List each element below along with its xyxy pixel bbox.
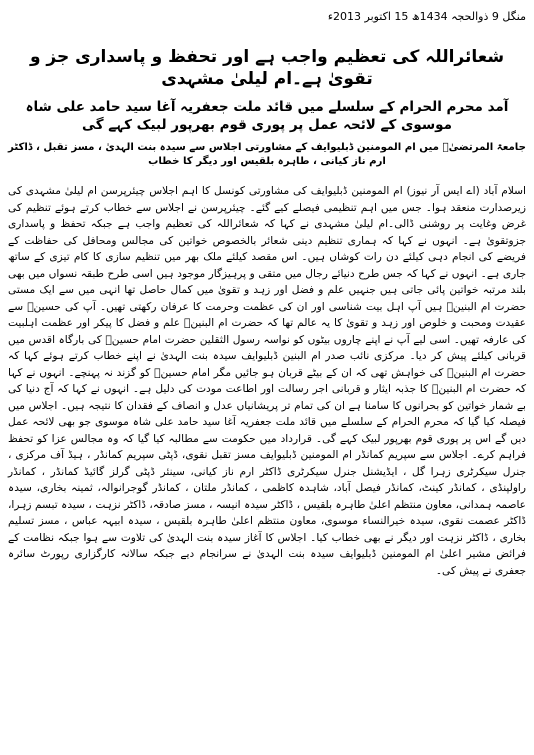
strapline: جامعۃ المرتضیٰؑ میں ام المومنین ڈبلیوایف کے مشاورتی اجلاس سے سیدہ بنت الہدیٰ ، مسز تقبل ، ڈاکٹر ارم ناز کیانی ، طاہرہ بلقیس اور دیگر کا خطاب [8,142,526,167]
date-text: منگل 9 ذوالحجہ 1434ھ 15 اکتوبر 2013ء [327,10,526,23]
article-paragraph: اسلام آباد (اے ایس آر نیوز) ام المومنین ڈبلیوایف کی مشاورتی کونسل کا اہم اجلاس چیئرپرسن ام لیلیٰ مشہدی کی زیرصدارت منعقد ہوا۔ جس میں اہم تنظیمی فیصلے کیے گئے۔ چیئرپرسن نے اجلاس سے خطاب کرتے ہوئے تنظیم کی غرض وغایت پر روشنی ڈالی۔ام لیلیٰ مشہدی نے کہا کہ شعائراللہ کی تعظیم واجب ہے جبکہ تحفظ و پاسداری جزوتقویٰ ہے۔ انہوں نے کہا کہ ہماری تنظیم دینی شعائر بالخصوص خواتین کی مجالس ومحافل کی حفاظت کے فریضے کی انجام دہی کیلئے دن رات کوشاں ہیں۔ اس مقصد کیلئے ملک بھر میں تنظیم سازی کا کام تیزی کے ساتھ جاری ہے۔ انہوں نے کہا کہ جس طرح دنیائے رجال میں متقی و پرہیزگار موجود ہیں اسی طرح طبقہ نسواں میں بھی بلند مرتبہ خواتین پائی جاتی ہیں جنہیں علم و فضل اور زہد و تقویٰ میں کمال حاصل تھا انہی میں سے ایک مستی حضرت ام البنینؑ ہیں آپ اہل بیت شناسی اور ان کی عظمت وحرمت کا عرفان رکھتی تھیں۔ آپ کی حسینؑ سے عقیدت ومحبت و خلوص اور زہد و تقویٰ کا یہ عالم تھا کہ حضرت ام البنینؑ علم و فضل کا پیکر اور عظمت اہلبیت کی عارفہ تھیں۔ اسی لیے آپ نے اپنے چاروں بیٹوں کو نواسہ رسول الثقلین حضرت امام حسینؑ کی بارگاہ اقدس میں قربانی کیلئے پیش کر دیا۔ مرکزی نائب صدر ام البنین ڈبلیوایف سیدہ بنت الہدیٰ نے اپنے خطاب کرتے ہوئے کہا کہ حضرت ام البنینؑ کی خواہش تھی کہ ان کے بیٹے قربان ہو جائیں مگر امام حسینؑ کو گزند نہ پہنچے۔ انہوں نے کہا کہ حضرت ام البنینؑ کا جذبہ ایثار و قربانی اجر رسالت اور اطاعت مودت کی دلیل ہے۔ انہوں نے کہا کہ آج دنیا کی بے شمار خواتین کو بحرانوں کا سامنا ہے ان کی تمام تر پریشانیاں عدل و انصاف کے فقدان کا نتیجہ ہیں۔ اجلاس میں فیصلہ کیا گیا کہ محرم الحرام کے سلسلے میں قائد ملت جعفریہ آغا سید حامد علی شاہ موسوی جو بھی لائحہ عمل دیں گے اس پر پوری قوم بھرپور لبیک کہے گی۔ قرارداد میں حکومت سے مطالبہ کیا گیا کہ وہ مجالس عزا کو تحفظ فراہم کرے۔ اجلاس سے سپریم کمانڈر ام المومنین ڈبلیوایف مسز تقبل نقوی، ڈپٹی سپریم کمانڈر ، ہیڈ آف مرکزی ، جنرل سیکرٹری زہرا گل ، ایڈیشنل جنرل سیکرٹری ڈاکٹر ارم ناز کیانی، سینئر ڈپٹی گرلز گائیڈ کمانڈر ، کمانڈر راولپنڈی ، کمانڈر کینٹ، کمانڈر فیصل آباد، شاہدہ کاظمی ، کمانڈر ملتان ، کمانڈر گوجرانوالہ، ثمینہ بخاری، سیدہ عاصمہ ہمدانی، معاون منتظم اعلیٰ طاہرہ بلقیس ، ڈاکٹر سیدہ انیسہ ، مسز صادقہ، ڈاکٹر نزہت ، سیدہ تبسم زہرا، ڈاکٹر عصمت نقوی، سیدہ خیرالنساء موسوی، معاون منتظم اعلیٰ طاہرہ بلقیس ، سیدہ ابیہہ عباس ، مسز تسلیم بخاری ، ڈاکٹر نزہت اور دیگر نے بھی خطاب کیا۔ اجلاس کا آغاز سیدہ بنت الہدیٰ کی تلاوت سے ہوا جبکہ نظامت کے فرائض مشیر اعلیٰ ام المومنین ڈبلیوایف سیدہ بنت الہدیٰ نے سرانجام دیے جبکہ سالانہ کارگزاری رپورٹ سائرہ جعفری نے پیش کی۔ [8,185,526,577]
headline: شعائراللہ کی تعظیم واجب ہے اور تحفظ و پاسداری جز و تقویٰ ہے۔ام لیلیٰ مشہدی [29,47,505,89]
subheadline: آمد محرم الحرام کے سلسلے میں قائد ملت جعفریہ آغا سید حامد علی شاہ موسوی کے لائحہ عمل پر پوری قوم بھرپور لبیک کہے گی [25,99,509,133]
article-body [8,183,526,579]
dateline [8,0,526,24]
